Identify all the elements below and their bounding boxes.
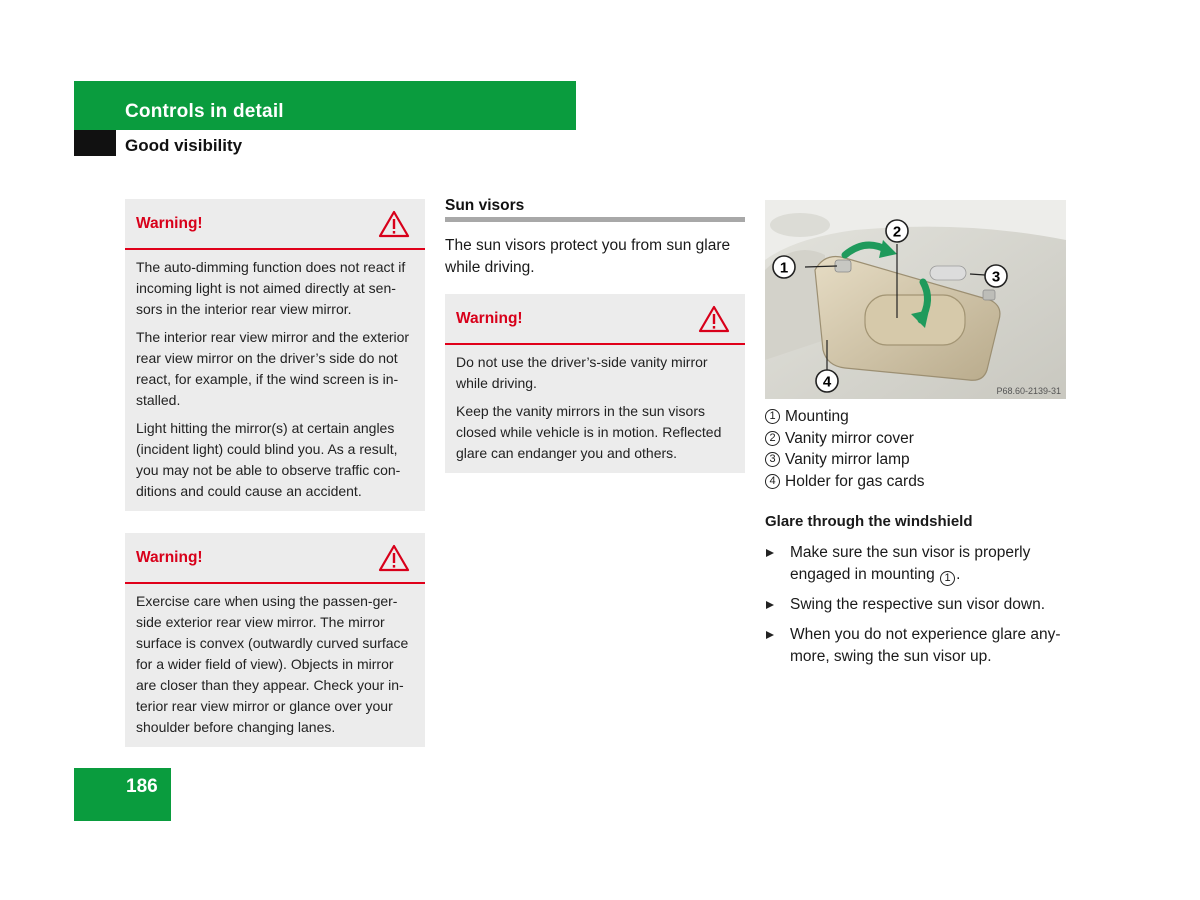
warning-paragraph: Do not use the driver’s-side vanity mirror while driving. xyxy=(456,354,708,391)
warning-header xyxy=(445,294,745,345)
sun-visor-illustration xyxy=(765,200,1066,399)
warning-paragraph: Exercise care when using the passen-ger-side exterior rear view mirror. The mirror surface is convex (outwardly curved surface for a wider field of view). Objects in mirror are closer than they appear. Check your in-terior rear view mirror or glance over your shoulder before changing lanes. xyxy=(136,593,409,735)
step-item xyxy=(765,624,1075,668)
inline-number: 1 xyxy=(940,571,955,586)
figure-code: P68.60-2139-31 xyxy=(996,386,1061,396)
warning-label: Warning! xyxy=(136,549,203,566)
legend-number: 3 xyxy=(765,452,780,467)
page-number: 186 xyxy=(126,776,158,797)
warning-triangle-icon xyxy=(698,305,730,333)
svg-text:4: 4 xyxy=(822,373,832,391)
page-number-box xyxy=(74,768,171,821)
callout-3 xyxy=(985,265,1007,287)
sun-visors-intro: The sun visors protect you from sun glare while driving. xyxy=(445,237,731,276)
legend-item xyxy=(765,406,925,428)
sun-visors-title: Sun visors xyxy=(445,197,525,214)
warning-box-vanity-mirror xyxy=(445,294,745,473)
legend-number: 1 xyxy=(765,409,780,424)
warning-triangle-icon xyxy=(378,210,410,238)
legend-item xyxy=(765,428,925,450)
sun-visor-figure xyxy=(765,200,1066,399)
step-text: Make sure the sun visor is properly engaged in mounting xyxy=(790,544,1031,583)
step-text: When you do not experience glare any-more, swing the sun visor up. xyxy=(790,626,1061,665)
warning-label: Warning! xyxy=(136,215,203,232)
warning-header xyxy=(125,199,425,250)
header-bar xyxy=(74,81,576,130)
figure-legend xyxy=(765,406,925,492)
callout-2 xyxy=(886,220,908,242)
bullet-triangle-icon xyxy=(766,549,774,557)
svg-text:3: 3 xyxy=(991,268,1001,286)
subsection-title: Good visibility xyxy=(125,136,243,155)
section-title: Controls in detail xyxy=(125,101,284,122)
warning-label: Warning! xyxy=(456,310,523,327)
step-item xyxy=(765,594,1075,616)
callout-1 xyxy=(773,256,795,278)
warning-box-auto-dimming xyxy=(125,199,425,511)
step-item xyxy=(765,542,1075,586)
glare-steps xyxy=(765,542,1075,676)
legend-text: Vanity mirror cover xyxy=(785,429,914,447)
legend-item xyxy=(765,471,925,493)
warning-body xyxy=(125,250,425,511)
legend-number: 2 xyxy=(765,431,780,446)
glare-title: Glare through the windshield xyxy=(765,513,973,530)
title-rule xyxy=(445,217,745,222)
legend-text: Mounting xyxy=(785,408,849,425)
svg-text:1: 1 xyxy=(779,259,789,277)
warning-paragraph: Light hitting the mirror(s) at certain angles (incident light) could blind you. As a result, you may not be able to observe traffic con-ditions and could cause an accident. xyxy=(136,420,401,499)
legend-item xyxy=(765,449,925,471)
legend-number: 4 xyxy=(765,474,780,489)
legend-text: Vanity mirror lamp xyxy=(785,451,910,468)
warning-paragraph: The interior rear view mirror and the exterior rear view mirror on the driver’s side do not react, for example, if the wind screen is in-stalled. xyxy=(136,329,410,408)
warning-triangle-icon xyxy=(378,544,410,572)
legend-text: Holder for gas cards xyxy=(785,472,925,490)
svg-text:2: 2 xyxy=(892,223,902,241)
step-text: Swing the respective sun visor down. xyxy=(790,596,1046,613)
bullet-triangle-icon xyxy=(766,631,774,639)
warning-header xyxy=(125,533,425,584)
warning-paragraph: The auto-dimming function does not react if incoming light is not aimed directly at sen-sors in the interior rear view mirror. xyxy=(136,259,406,317)
bullet-triangle-icon xyxy=(766,601,774,609)
callout-4 xyxy=(816,370,838,392)
subsection-marker xyxy=(74,130,116,156)
warning-body xyxy=(125,584,425,747)
warning-paragraph: Keep the vanity mirrors in the sun visors closed while vehicle is in motion. Reflected glare can endanger you and others. xyxy=(456,403,722,461)
step-text-end: . xyxy=(956,566,961,583)
warning-box-convex-mirror xyxy=(125,533,425,747)
warning-body xyxy=(445,345,745,473)
